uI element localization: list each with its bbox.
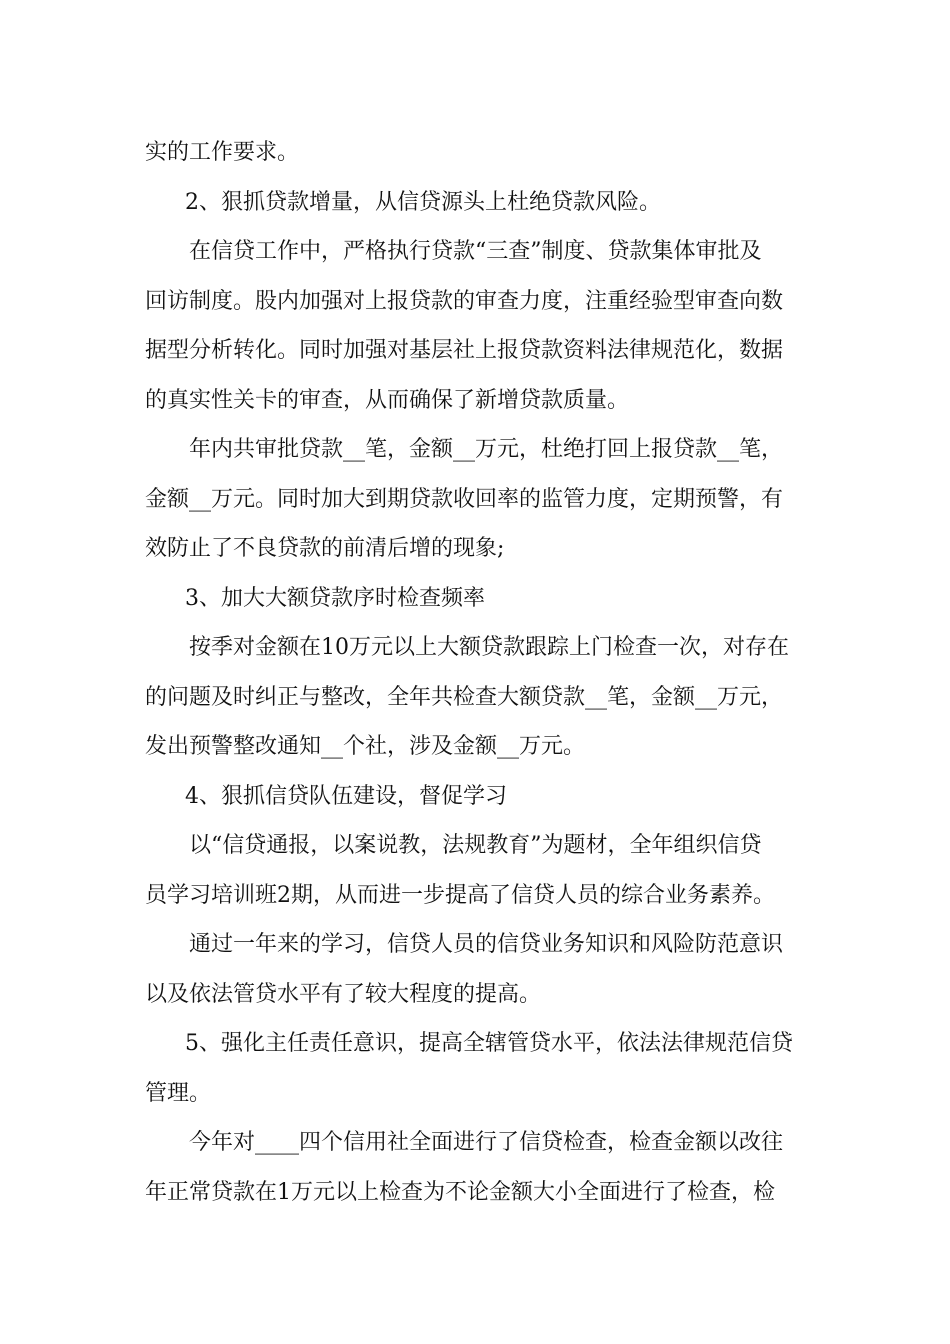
- document-body: [145, 128, 810, 1217]
- text-line: 的问题及时纠正与整改，全年共检查大额贷款__笔，金额__万元，: [145, 684, 784, 710]
- section-heading: 5、强化主任责任意识，提高全辖管贷水平，依法法律规范信贷: [185, 1031, 793, 1056]
- text-line: 效防止了不良贷款的前清后增的现象;: [145, 536, 505, 561]
- text-line: 员学习培训班2期，从而进一步提高了信贷人员的综合业务素养。: [145, 882, 775, 908]
- text-line: 回访制度。股内加强对上报贷款的审查力度，注重经验型审查向数: [145, 288, 784, 314]
- text-line: 今年对____四个信用社全面进行了信贷检查，检查金额以改往: [189, 1130, 784, 1155]
- section-heading: 2、狠抓贷款增量，从信贷源头上杜绝贷款风险。: [185, 189, 661, 215]
- text-line: 实的工作要求。: [145, 140, 300, 165]
- text-line: 管理。: [145, 1080, 212, 1106]
- text-line: 金额__万元。同时加大到期贷款收回率的监管力度，定期预警，有: [145, 486, 784, 512]
- section-heading: 3、加大大额贷款序时检查频率: [185, 585, 485, 611]
- text-line: 以及依法管贷水平有了较大程度的提高。: [145, 981, 542, 1007]
- text-line: 以“信贷通报，以案说教，法规教育”为题材，全年组织信贷: [189, 833, 762, 858]
- text-line: 据型分析转化。同时加强对基层社上报贷款资料法律规范化，数据: [145, 338, 784, 363]
- text-line: 的真实性关卡的审查，从而确保了新增贷款质量。: [145, 387, 630, 413]
- text-line: 年正常贷款在1万元以上检查为不论金额大小全面进行了检查，检: [145, 1179, 775, 1205]
- text-line: 按季对金额在10万元以上大额贷款跟踪上门检查一次，对存在: [189, 635, 789, 660]
- text-line: 发出预警整改通知__个社，涉及金额__万元。: [145, 734, 586, 759]
- section-heading: 4、狠抓信贷队伍建设，督促学习: [185, 783, 507, 809]
- text-line: 年内共审批贷款__笔，金额__万元，杜绝打回上报贷款__笔，: [189, 437, 784, 462]
- text-line: 通过一年来的学习，信贷人员的信贷业务知识和风险防范意识: [189, 932, 784, 957]
- text-line: 在信贷工作中，严格执行贷款“三查”制度、贷款集体审批及: [189, 239, 762, 264]
